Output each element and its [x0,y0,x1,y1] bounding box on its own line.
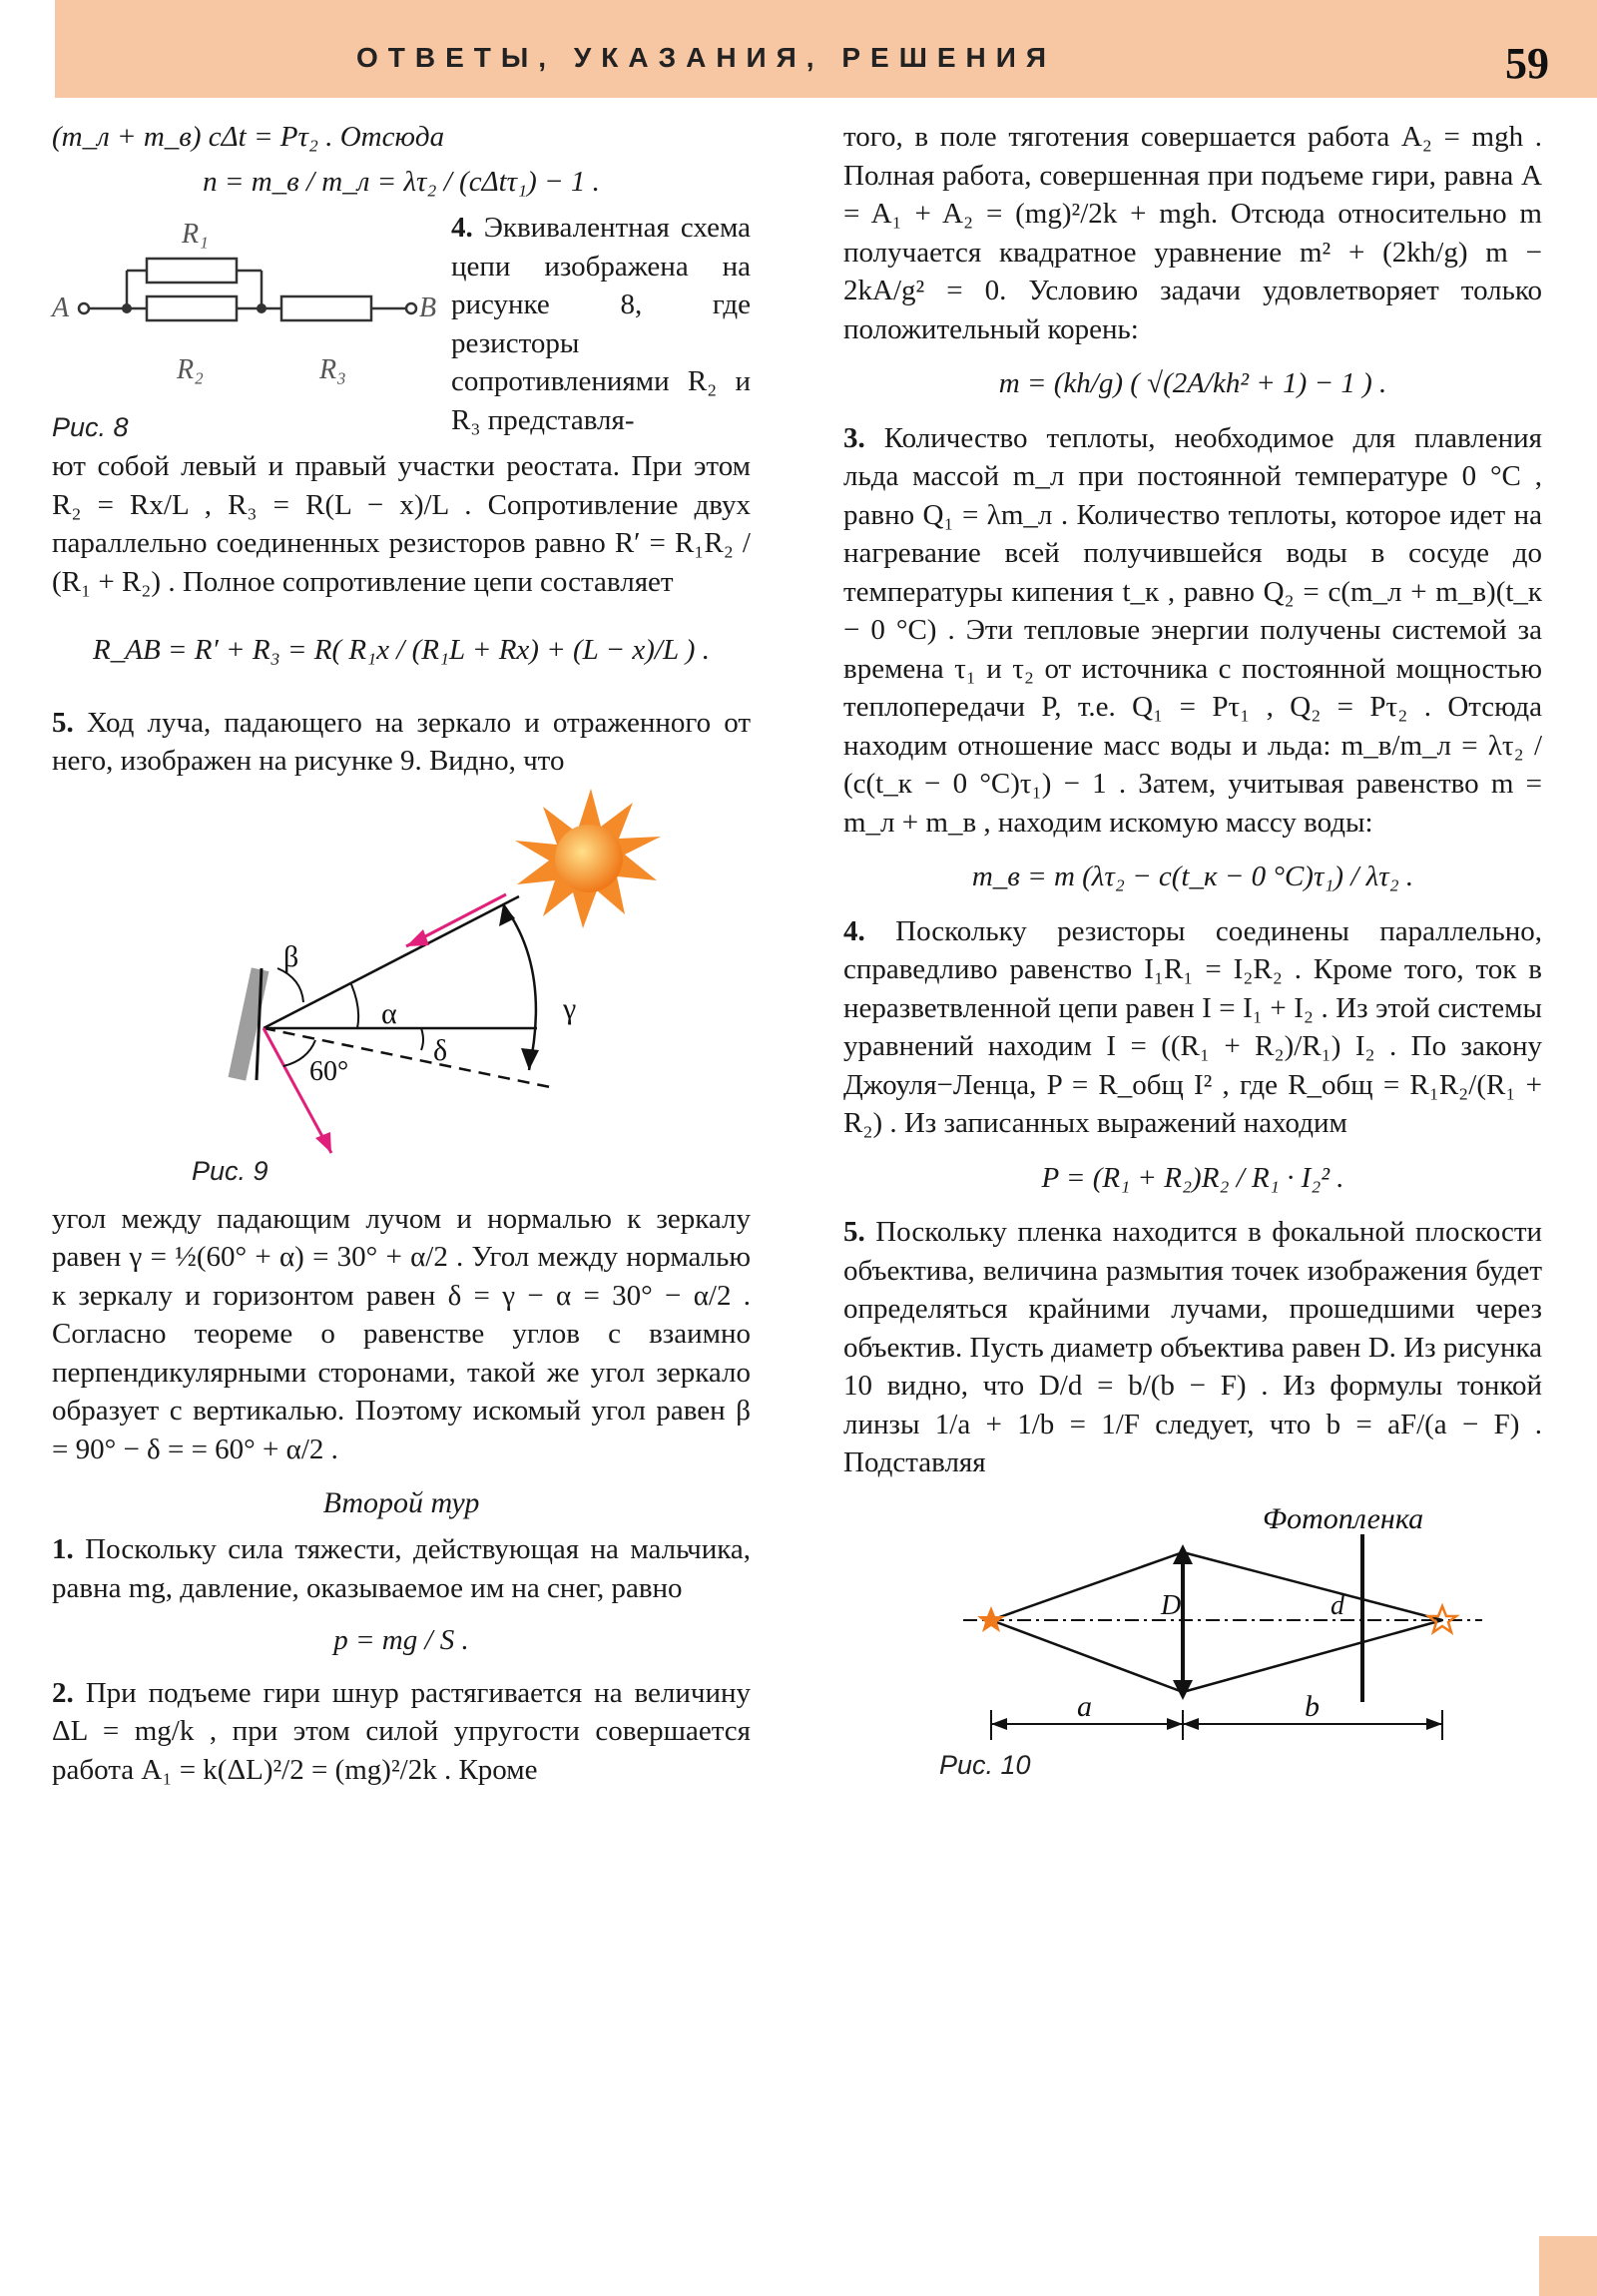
angle-60: 60° [309,1055,349,1087]
label-d: d [1331,1589,1344,1621]
problem-number: 3. [843,421,865,454]
right-column [843,118,1542,1782]
figure-10-lens [843,1492,1542,1782]
formula-root: m = (kh/g) ( √(2A/kh² + 1) − 1 ) . [998,367,1387,399]
formula-pressure: p = mg / S . [333,1624,469,1656]
star-object-icon [977,1606,1005,1632]
problem-number: 2. [52,1676,74,1709]
angle-gamma: γ [563,991,577,1025]
figure-10-caption: Рис. 10 [939,1749,1031,1780]
problem-4-continued: ют собой левый и правый участки реостата. При этом R₂ = Rx/L , R₃ = R(L − x)/L . Сопротивление двух параллельно соединенных резисторов равно R′ = R₁R₂ / (R₁ + R₂) . Полное сопротивление цепи составляет [52,450,751,598]
round2-problem-1-text: Поскольку сила тяжести, действующая на мальчика, равна mg, давление, оказываемое им на снег, равно [52,1533,751,1604]
angle-beta: β [283,939,299,973]
problem-5-text: Ход луча, падающего на зеркало и отраженного от него, изображен на рисунке 9. Видно, что [52,706,751,777]
round2-problem-3-text: Количество теплоты, необходимое для плавления льда массой m_л при постоянной температуре 0 °С , равно Q₁ = λm_л . Количество теплоты, которое идет на нагревание всей получившейся воды в сосуде до температуры кипения t_к , равно Q₂ = c(m_л + m_в)(t_к − 0 °C) . Эти тепловые энергии получены системой за времена τ₁ и τ₂ от источника с постоянной мощностью теплопередачи P, т.е. Q₁ = Pτ₁ , Q₂ = Pτ₂ . Отсюда находим отношение масс воды и льда: m_в/m_л = λτ₂ / (c(t_к − 0 °C)τ₁) − 1 . Затем, учитывая равенство m = m_л + m_в , находим искомую массу воды: [843,421,1543,839]
round2-problem-2-text: При подъеме гири шнур растягивается на величину ΔL = mg/k , при этом силой упругости совершается работа A₁ = k(ΔL)²/2 = (mg)²/2k . Кроме [52,1676,752,1786]
problem-5-continued: угол между падающим лучом и нормалью к зеркалу равен γ = ½(60° + α) = 30° + α/2 . Угол между нормалью к зеркалу и горизонтом равен δ = γ − α = 30° − α/2 . Согласно теореме о равенстве углов с взаимно перпендикулярными сторонами, такой же угол зеркало образует с вертикалью. Поэтому искомый угол равен β = 90° − δ = = 60° + α/2 . [52,1202,751,1465]
label-r1: R₁ [182,219,209,250]
corner-tab [1539,2236,1597,2296]
problem-number: 5. [843,1216,865,1248]
equation-line: (m_л + m_в) cΔt = Pτ₂ . Отсюда [52,121,445,153]
formula-n: n = m_в / m_л = λτ₂ / (cΔtτ₁) − 1 . [203,165,600,198]
running-title: ОТВЕТЫ, УКАЗАНИЯ, РЕШЕНИЯ [355,42,1056,73]
page-number: 59 [1505,39,1549,88]
label-r3: R₃ [319,354,346,385]
angle-alpha: α [381,996,397,1030]
section-heading: Второй тур [322,1486,480,1519]
label-r2: R₂ [177,354,204,385]
problem-number: 5. [52,706,74,739]
label-b: b [1305,1689,1320,1723]
figure-9-mirror [52,789,751,1188]
round2-problem-4-text: Поскольку резисторы соединены параллельно, справедливо равенство I₁R₁ = I₂R₂ . Кроме того, ток в неразветвленной цепи равен I = I₁ + I₂ . Из этой системы уравнений находим I = ((R₁ + R₂)/R₁) I₂ . По закону Джоуля−Ленца, P = R_общ I² , где R_общ = R₁R₂/(R₁ + R₂) . Из записанных выражений находим [843,914,1542,1139]
formula-power: P = (R₁ + R₂)R₂ / R₁ · I₂² . [1041,1161,1344,1194]
figure-8-circuit [52,209,437,418]
label-b: B [419,292,437,323]
problem-4-text: Эквивалентная схема цепи изображена на рисунке 8, где резисторы сопротивлениями R₂ и R₃ представля- [451,212,751,436]
problem-number: 1. [52,1533,74,1565]
angle-delta: δ [433,1033,448,1067]
figure-9-caption: Рис. 9 [192,1155,268,1186]
label-film: Фотопленка [1263,1501,1424,1535]
problem-4-block [52,209,751,443]
label-a: a [1077,1689,1092,1723]
left-column [52,118,751,1789]
label-a: A [52,292,70,323]
round2-problem-5-text: Поскольку пленка находится в фокальной плоскости объектива, величина размытия точек изображения будет определяться крайними лучами, прошедшими через объектив. Пусть диаметр объектива равен D. Из рисунка 10 видно, что D/d = b/(b − F) . Из формулы тонкой линзы 1/a + 1/b = 1/F следует, что b = aF/(a − F) . Подставляя [843,1216,1543,1478]
problem-number: 4. [843,914,865,947]
sun-icon [515,789,661,928]
problem-number: 4. [451,212,473,244]
problem-4-wrap-text [451,209,751,439]
figure-8-caption: Рис. 8 [52,412,129,442]
round2-problem-2-continued: того, в поле тяготения совершается работа A₂ = mgh . Полная работа, совершенная при подъеме гири, равна A = A₁ + A₂ = (mg)²/2k + mgh. Отсюда относительно m получается квадратное уравнение m² + (2kh/g) m − 2kA/g² = 0. Условию задачи удовлетворяет только положительный корень: [843,121,1542,345]
formula-rab: R_AB = R′ + R₃ = R( R₁x / (R₁L + Rx) + (L − x)/L ) . [93,634,710,666]
page-header [55,0,1597,98]
label-D: D [1161,1589,1182,1621]
formula-water-mass: m_в = m (λτ₂ − c(t_к − 0 °C)τ₁) / λτ₂ . [971,861,1414,892]
